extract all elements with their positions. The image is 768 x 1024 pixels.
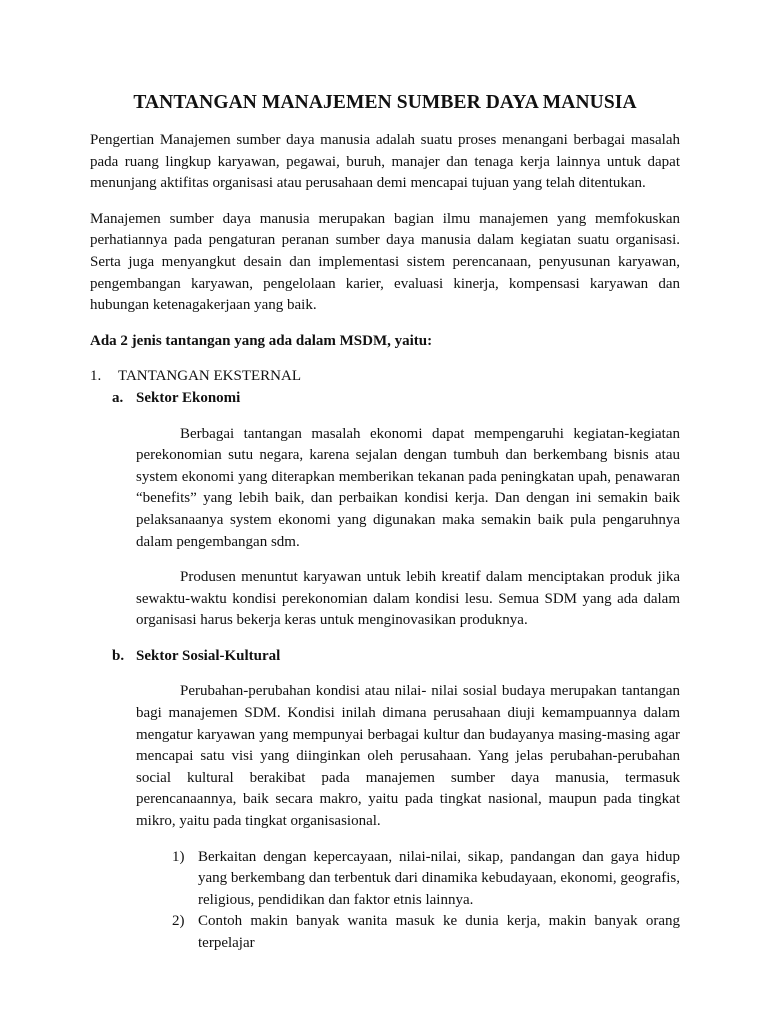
list-item-text: Contoh makin banyak wanita masuk ke dunia kerja, makin banyak orang terpelajar: [198, 913, 680, 951]
subsection-title: Sektor Sosial-Kultural: [136, 647, 281, 664]
section-title: TANTANGAN EKSTERNAL: [118, 368, 301, 385]
paragraph-definition: Pengertian Manajemen sumber daya manusia adalah suatu proses menangani berbagai masalah pada ruang lingkup karyawan, pegawai, buruh, manajer dan tenaga kerja lainnya untuk dapat menunjang aktifitas organisasi atau perusahaan demi mencapai tujuan yang telah ditentukan.: [90, 132, 680, 192]
list-item-number: 2): [172, 913, 185, 930]
intro-line: Ada 2 jenis tantangan yang ada dalam MSDM, yaitu:: [90, 332, 433, 349]
list-item: [172, 847, 680, 912]
subsection-letter: a.: [112, 389, 124, 406]
paragraph-social-1: Perubahan-perubahan kondisi atau nilai- nilai sosial budaya merupakan tantangan bagi manajemen SDM. Kondisi inilah dimana perusahaan diuji kemampuannya dalam mengatur karyawan yang mempunyai berbagai kultur dan budayanya masing-masing agar mencapai satu visi yang diinginkan oleh perusahaan. Yang jelas perubahan-perubahan social kultural berakibat pada manajemen sumber daya manusia, termasuk perencanaannya, baik secara makro, yaitu pada tingkat nasional, maupun pada tingkat mikro, yaitu pada tingkat organisasional.: [136, 683, 680, 830]
subsection-heading-b: [90, 646, 680, 668]
paragraph-scope: Manajemen sumber daya manusia merupakan bagian ilmu manajemen yang memfokuskan perhatiannya pada pengaturan peranan sumber daya manusia dalam kegiatan suatu organisasi. Serta juga menyangkut desain dan implementasi sistem perencanaan, penyusunan karyawan, pengembangan karyawan, pengelolaan karier, evaluasi kinerja, kompensasi karyawan dan hubungan ketenagakerjaan yang baik.: [90, 210, 680, 314]
subsection-a-body: [90, 424, 680, 632]
subsection-heading-a: [90, 388, 680, 410]
document-title: TANTANGAN MANAJEMEN SUMBER DAYA MANUSIA: [133, 92, 637, 113]
list-item-number: 1): [172, 848, 185, 865]
list-item: [172, 911, 680, 954]
paragraph-economy-2: Produsen menuntut karyawan untuk lebih kreatif dalam menciptakan produk jika sewaktu-waktu kondisi perekonomian dalam kondisi lesu. Semua SDM yang ada dalam organisasi harus bekerja keras untuk menginovasikan produknya.: [136, 569, 680, 629]
section-heading: [90, 366, 680, 388]
numbered-list: [90, 847, 680, 955]
paragraph-economy-1: Berbagai tantangan masalah ekonomi dapat mempengaruhi kegiatan-kegiatan perekonomian sutu negara, karena sejalan dengan tumbuh dan berkembang bisnis atau system ekonomi yang diterapkan memberikan tekanan pada peningkatan upah, penawaran “benefits” yang lebih baik, dan perbaikan kondisi kerja. Dan dengan ini semakin baik pelaksanaanya system ekonomi yang digunakan maka semakin baik pula pengaruhnya dalam pengembangan sdm.: [136, 425, 680, 550]
list-item-text: Berkaitan dengan kepercayaan, nilai-nilai, sikap, pandangan dan gaya hidup yang berkembang dan terbentuk dari dinamika kebudayaan, ekonomi, geografis, religious, pendidikan dan faktor etnis lainnya.: [198, 848, 680, 908]
section-number: 1.: [90, 368, 102, 385]
subsection-b-body: [90, 681, 680, 832]
subsection-letter: b.: [112, 647, 125, 664]
subsection-title: Sektor Ekonomi: [136, 389, 241, 406]
